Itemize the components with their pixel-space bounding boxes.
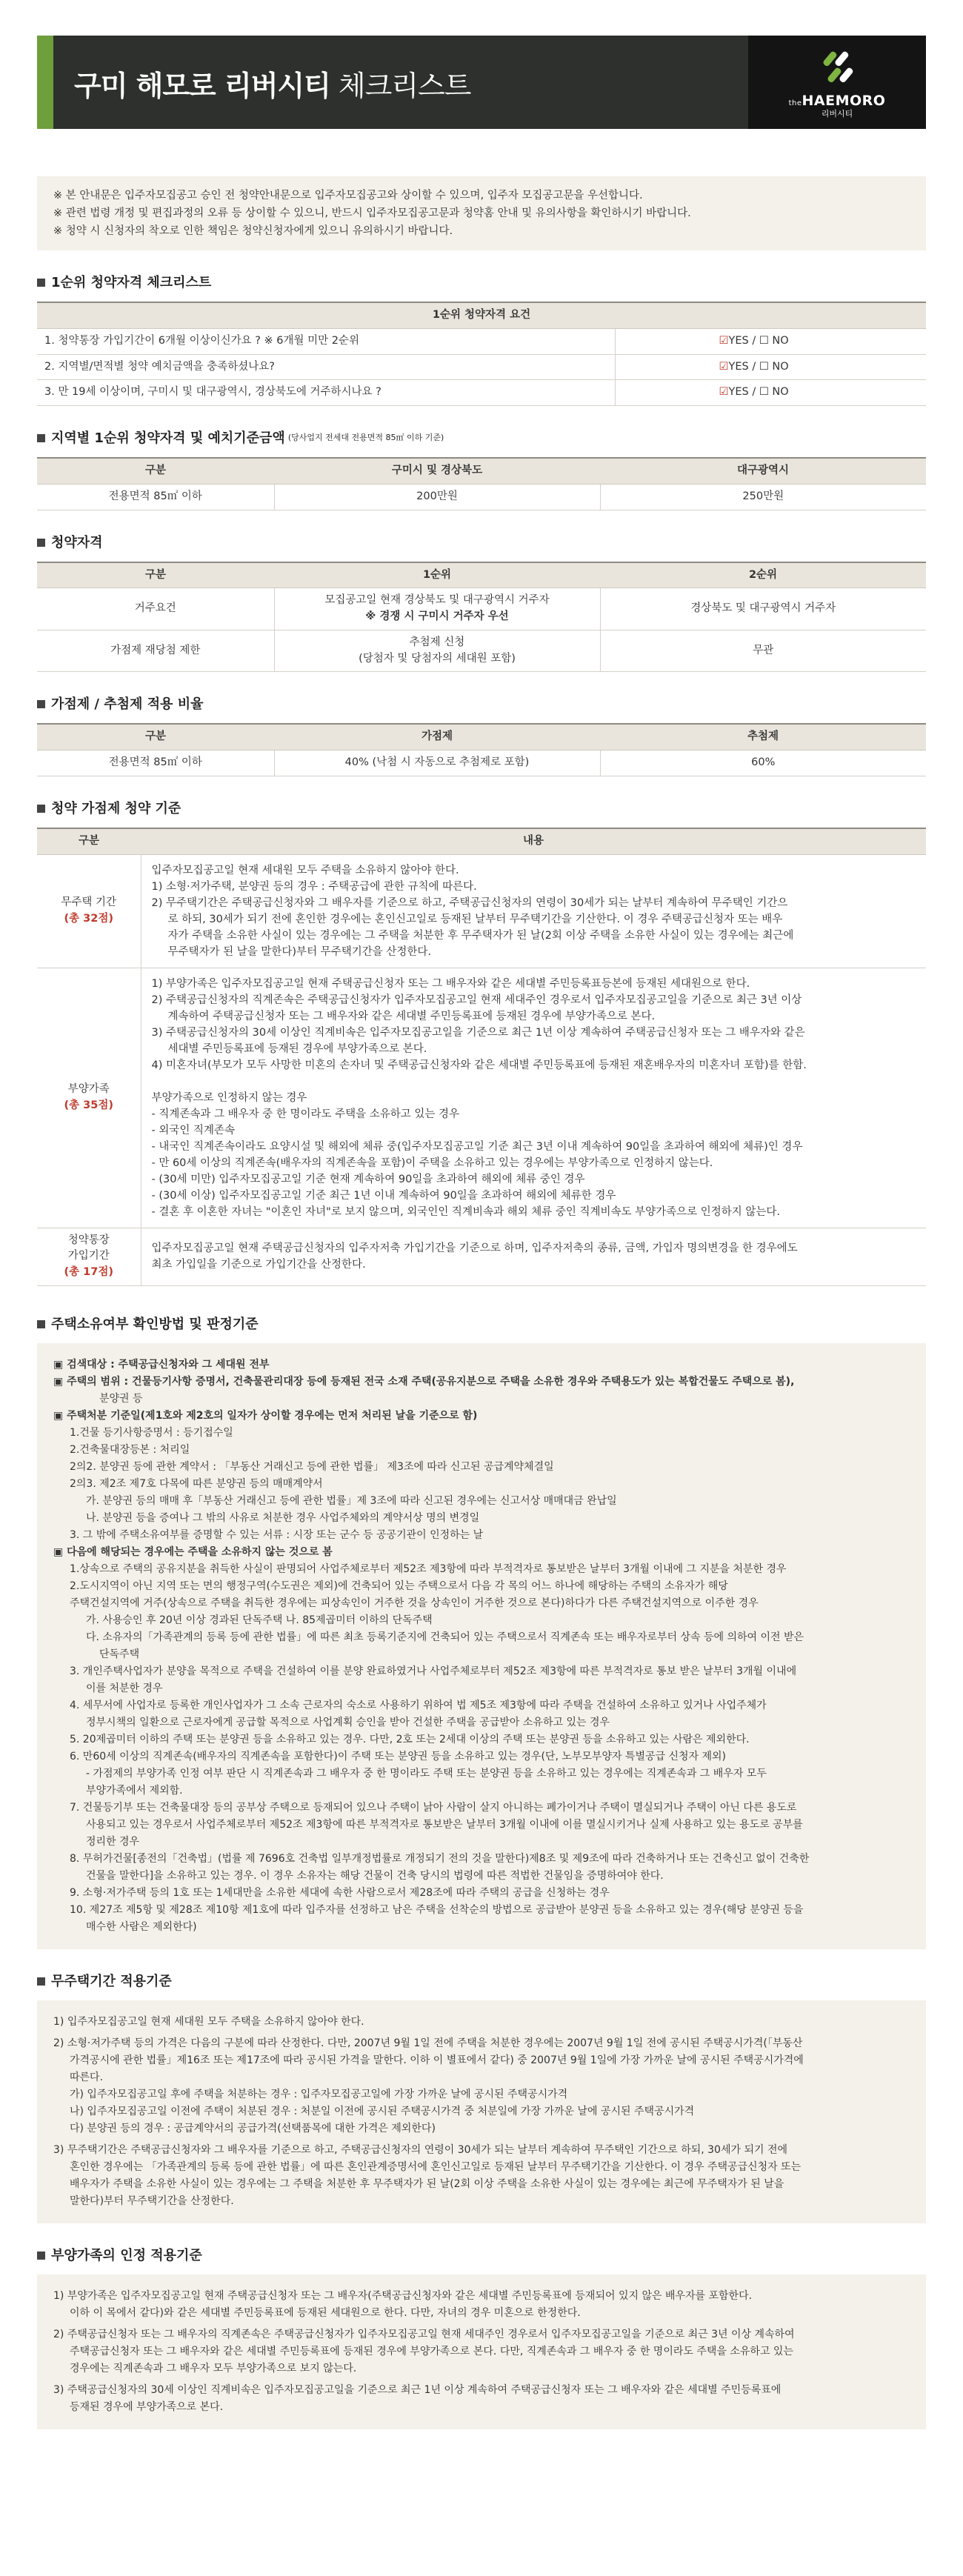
logo-name: HAEMORO: [802, 93, 886, 109]
criteria-line: 다. 소유자의「가족관계의 등록 등에 관한 법률」에 따른 최초 등록기준지에 건축되어 있는 주택으로서 직계존속 또는 배우자로부터 상속 등에 의하여 이전 받은: [86, 1631, 804, 1643]
content: [37, 129, 926, 2429]
deposit-table: [37, 457, 926, 510]
table-header: 구분: [37, 458, 274, 484]
answer-cell: [615, 328, 926, 354]
row-label-cell: [37, 968, 141, 1228]
table-row: [37, 588, 926, 630]
content-line: 무주택자가 된 날을 말한다)부터 무주택기간을 산정한다.: [167, 945, 431, 958]
first-rank-table: [37, 302, 926, 406]
content-line: - 결혼 후 이혼한 자녀는 "이혼인 자녀"로 보지 않으며, 외국인인 직계비속과 해외 체류 중인 직계비속도 부양가족으로 인정하지 않는다.: [151, 1205, 781, 1218]
row-label-cell: [37, 854, 141, 968]
content-line: 최초 가입일을 기준으로 가입기간을 산정한다.: [151, 1259, 366, 1271]
criteria-line: 부양가족에서 제외함.: [86, 1784, 183, 1797]
table-header: 내용: [141, 828, 926, 854]
criteria-line: 2.건축물대장등본 : 처리일: [70, 1443, 190, 1456]
criteria-line: 8. 무허가건물[종전의「건축법」(법률 제 7696호 건축법 일부개정법률로 개정되기 전의 것을 말한다)제8조 및 제9조에 따라 건축하거나 또는 건축신고 없이 건축한: [70, 1852, 810, 1865]
table-row: [37, 854, 926, 968]
criteria-line: 9. 소형·저가주택 등의 1호 또는 1세대만을 소유한 세대에 속한 사람으로서 제28조에 따라 주택의 공급을 신청하는 경우: [70, 1886, 610, 1899]
criteria-line: 2.도시지역이 아닌 지역 또는 면의 행정구역(수도권은 제외)에 건축되어 있는 주택으로서 다음 각 목의 어느 하나에 해당하는 주택의 소유자가 해당: [70, 1580, 728, 1592]
criteria-line: 1) 입주자모집공고일 현재 세대원 모두 주택을 소유하지 않아야 한다.: [53, 2015, 364, 2028]
section-title-text: 가점제 / 추첨제 적용 비율: [51, 696, 204, 713]
section-title-homeless-period: [37, 1971, 926, 1991]
criteria-line: ▣ 다음에 해당되는 경우에는 주택을 소유하지 않는 것으로 봄: [53, 1545, 333, 1558]
content-line: - 만 60세 이상의 직계존속(배우자의 직계존속을 포함)이 주택을 소유하고 있는 경우에는 부양가족으로 인정하지 않는다.: [151, 1156, 713, 1169]
table-header: 2순위: [600, 562, 926, 588]
criteria-line: 단독주택: [99, 1648, 140, 1660]
content-cell: [141, 854, 926, 968]
content-line: 입주자모집공고일 현재 세대원 모두 주택을 소유하지 않아야 한다.: [151, 864, 459, 876]
checkbox-checked-icon[interactable]: ☑: [719, 360, 729, 373]
answer-text: YES / ☐ NO: [728, 386, 789, 399]
section-title-text: 지역별 1순위 청약자격 및 예치기준금액: [51, 430, 285, 446]
notice-line: ※ 청약 시 신청자의 착오로 인한 책임은 청약신청자에게 있으니 유의하시기 바랍니다.: [53, 225, 453, 237]
table-row: [37, 968, 926, 1228]
section-title-note: (당사업지 전세대 전용면적 85㎡ 이하 기준): [287, 433, 444, 443]
criteria-line: 1.건물 등기사항증명서 : 등기접수일: [70, 1426, 233, 1439]
content-line: 로 하되, 30세가 되기 전에 혼인한 경우에는 혼인신고일로 등재된 날부터 무주택기간을 기산한다. 이 경우 주택공급신청자 또는 배우: [167, 913, 783, 925]
logo-prefix: the: [788, 99, 802, 107]
table-row: [37, 630, 926, 672]
criteria-line: 나. 분양권 등을 증여나 그 밖의 사유로 처분한 경우 사업주체와의 계약서상 명의 변경일: [86, 1511, 480, 1524]
table-row: [37, 354, 926, 380]
content-line: 2) 주택공급신청자의 직계존속은 주택공급신청자가 입주자모집공고일 현재 세대주인 경우로서 입주자모집공고일을 기준으로 최근 3년 이상: [151, 994, 802, 1006]
square-bullet-icon: [37, 700, 45, 708]
section-title-dependents: [37, 2246, 926, 2266]
criteria-line: ▣ 주택처분 기준일(제1호와 제2호의 일자가 상이할 경우에는 먼저 처리된 날을 기준으로 함): [53, 1409, 478, 1422]
criteria-line: 이하 이 목에서 같다)와 같은 세대별 주민등록표에 등재된 세대원으로 한다. 다만, 자녀의 경우 미혼으로 한정한다.: [70, 2306, 581, 2319]
table-row: [37, 1228, 926, 1285]
criteria-line: 배우자가 주택을 소유한 사실이 있는 경우에는 그 주택을 처분한 후 무주택자가 된 날(2회 이상 주택을 소유한 사실이 있는 경우에는 최근에 무주택자가 된 날을: [70, 2177, 784, 2190]
answer-text: YES / ☐ NO: [728, 360, 789, 373]
criteria-line: 사용되고 있는 경우로서 사업주체로부터 제52조 제3항에 따른 부적격자로 통보받은 날부터 3개월 이내에 이를 멸실시키거나 실제 사용하고 있는 용도로 공부를: [86, 1818, 803, 1831]
section-title-text: 무주택기간 적용기준: [51, 1973, 172, 1989]
table-cell: [274, 630, 600, 672]
criteria-line: 가) 입주자모집공고일 후에 주택을 처분하는 경우 : 입주자모집공고일에 가장 가까운 날에 공시된 주택공시가격: [70, 2088, 568, 2100]
checkbox-checked-icon[interactable]: ☑: [719, 334, 729, 347]
table-cell: 경상북도 및 대구광역시 거주자: [600, 588, 926, 630]
cell-line: 추첨제 신청: [409, 636, 465, 648]
criteria-line: 혼인한 경우에는 「가족관계의 등록 등에 관한 법률」에 따른 혼인관계증명서에 혼인신고일로 등재된 날부터 무주택기간을 기산한다. 이 경우 주택공급신청자 또는: [70, 2160, 802, 2173]
criteria-line: 말한다)부터 무주택기간을 산정한다.: [70, 2194, 234, 2207]
row-label: 가입기간: [67, 1250, 110, 1262]
row-score: (총 17점): [64, 1266, 113, 1278]
square-bullet-icon: [37, 1977, 45, 1986]
content-line: - 내국인 직계존속이라도 요양시설 및 해외에 체류 중(입주자모집공고일 기준 최근 3년 이내 계속하여 90일을 초과하여 해외에 체류)인 경우: [151, 1140, 803, 1153]
criteria-line: 2) 주택공급신청자 또는 그 배우자의 직계존속은 주택공급신청자가 입주자모집공고일 현재 세대주인 경우로서 입주자모집공고일을 기준으로 최근 3년 이상 계속하여: [53, 2328, 795, 2340]
criteria-line: 주택건설지역에 거주(상속으로 주택을 취득한 경우에는 피상속인이 거주한 것을 상속인이 거주한 것으로 본다)하다가 다른 주택건설지역으로 이주한 경우: [70, 1597, 759, 1609]
section-title-text: 1순위 청약자격 체크리스트: [51, 275, 212, 290]
answer-text: YES / ☐ NO: [728, 334, 789, 347]
table-cell: [274, 588, 600, 630]
cell-line: (당첨자 및 당첨자의 세대원 포함): [359, 652, 516, 665]
content-cell: [141, 968, 926, 1228]
criteria-line: 가격공시에 관한 법률」제16조 또는 제17조에 따라 공시된 가격을 말한다. 이하 이 별표에서 같다) 중 2007년 9월 1일에 가장 가까운 날에 공시된 주택공시가격에: [70, 2054, 804, 2066]
question-cell: 2. 지역별/면적별 청약 예치금액을 충족하셨나요?: [37, 354, 615, 380]
criteria-line: 다) 분양권 등의 경우 : 공급계약서의 공급가격(선택품목에 대한 가격은 제외한다): [70, 2122, 436, 2134]
content-line: - 직계존속과 그 배우자 중 한 명이라도 주택을 소유하고 있는 경우: [151, 1108, 460, 1120]
row-label: 청약통장: [67, 1234, 110, 1246]
criteria-line: 가. 사용승인 후 20년 이상 경과된 단독주택 나. 85제곱미터 이하의 단독주택: [86, 1614, 433, 1626]
criteria-line: 건물을 말한다]을 소유하고 있는 경우. 이 경우 소유자는 해당 건물이 건축 당시의 법령에 따른 적법한 건물임을 증명하여야 한다.: [86, 1869, 664, 1882]
criteria-line: 가. 분양권 등의 매매 후「부동산 거래신고 등에 관한 법률」제 3조에 따라 신고된 경우에는 신고서상 매매대금 완납일: [86, 1494, 617, 1507]
content-line: 4) 미혼자녀(부모가 모두 사망한 미혼의 손자녀 및 주택공급신청자와 같은 세대별 주민등록표에 등재된 재혼배우자의 미혼자녀 포함)를 한함.: [151, 1059, 807, 1071]
criteria-line: 주택공급신청자 또는 그 배우자와 같은 세대별 주민등록표에 등재된 경우에 부양가족으로 본다. 다만, 직계존속과 그 배우자 중 한 명이라도 주택을 소유하고 있는: [70, 2345, 793, 2357]
section-title-text: 주택소유여부 확인방법 및 판정기준: [51, 1316, 259, 1332]
row-label: 부양가족: [67, 1082, 110, 1095]
content-line: - (30세 이상) 입주자모집공고일 기준 최근 1년 이내 계속하여 90일을 초과하여 해외에 체류한 경우: [151, 1189, 616, 1202]
content-line: 2) 무주택기간은 주택공급신청자와 그 배우자를 기준으로 하고, 주택공급신청자의 연령이 30세가 되는 날부터 계속하여 무주택인 기간으: [151, 896, 788, 909]
content-line: 입주자모집공고일 현재 주택공급신청자의 입주자저축 가입기간을 기준으로 하며, 입주자저축의 종류, 금액, 가입자 명의변경을 한 경우에도: [151, 1242, 798, 1255]
criteria-line: 이를 처분한 경우: [86, 1682, 163, 1694]
criteria-line: 6. 만60세 이상의 직계존속(배우자의 직계존속을 포함한다)이 주택 또는 분양권 등을 소유하고 있는 경우(단, 노부모부양자 특별공급 신청자 제외): [70, 1750, 727, 1763]
table-header: 대구광역시: [600, 458, 926, 484]
section-title-ratio: [37, 694, 926, 714]
criteria-line: 정리한 경우: [86, 1835, 140, 1848]
notice-line: ※ 관련 법령 개정 및 편집과정의 오류 등 상이할 수 있으니, 반드시 입주자모집공고문과 청약홈 안내 및 유의사항을 확인하시기 바랍니다.: [53, 207, 691, 219]
content-line: 부양가족으로 인정하지 않는 경우: [151, 1091, 307, 1104]
table-row: [37, 750, 926, 776]
table-cell: 60%: [600, 750, 926, 776]
criteria-line: 2의2. 분양권 등에 관한 계약서 : 「부동산 거래신고 등에 관한 법률」 제3조에 따라 신고된 공급계약체결일: [70, 1460, 554, 1473]
table-cell: 전용면적 85㎡ 이하: [37, 484, 274, 510]
criteria-line: - 가점제의 부양가족 인정 여부 판단 시 직계존속과 그 배우자 중 한 명이라도 주택 또는 분양권 등을 소유하고 있는 경우에는 직계존속과 그 배우자 모두: [86, 1767, 767, 1780]
square-bullet-icon: [37, 434, 45, 442]
square-bullet-icon: [37, 805, 45, 813]
eligibility-table: [37, 562, 926, 673]
criteria-line: 분양권 등: [99, 1392, 143, 1405]
content-line: 1) 소형·저가주택, 분양권 등의 경우 : 주택공급에 관한 규칙에 따른다.: [151, 880, 477, 893]
table-cell: 거주요건: [37, 588, 274, 630]
score-criteria-table: [37, 828, 926, 1286]
page-title-rest: 체크리스트: [330, 70, 471, 102]
content-line: 세대별 주민등록표에 등재된 경우에 부양가족으로 본다.: [167, 1042, 427, 1055]
section-title-text: 청약자격: [51, 534, 103, 550]
square-bullet-icon: [37, 539, 45, 547]
cell-line-emphasis: ※ 경쟁 시 구미시 거주자 우선: [365, 610, 509, 622]
square-bullet-icon: [37, 2251, 45, 2260]
content-cell: [141, 1228, 926, 1285]
criteria-line: ▣ 주택의 범위 : 건물등기사항 증명서, 건축물관리대장 등에 등재된 전국 소재 주택(공유지분으로 주택을 소유한 경우와 주택용도가 있는 복합건물도 주택으로 봄),: [53, 1375, 795, 1388]
square-bullet-icon: [37, 1320, 45, 1328]
table-row: [37, 380, 926, 406]
haemoro-logo-icon: [821, 49, 858, 86]
question-cell: 3. 만 19세 이상이며, 구미시 및 대구광역시, 경상북도에 거주하시나요 ?: [37, 380, 615, 406]
criteria-line: 10. 제27조 제5항 및 제28조 제10항 제1호에 따라 입주자를 선정하고 남은 주택을 선착순의 방법으로 공급받아 분양권 등을 소유하고 있는 경우(해당 분양권 등을: [70, 1903, 804, 1916]
criteria-line: 7. 건물등기부 또는 건축물대장 등의 공부상 주택으로 등재되어 있으나 주택이 낡아 사람이 살지 아니하는 폐가이거나 주택이 멸실되거나 주택이 아닌 다른 용도로: [70, 1801, 797, 1814]
table-row: [37, 328, 926, 354]
ownership-criteria-box: [37, 1343, 926, 1949]
square-bullet-icon: [37, 279, 45, 287]
table-header: 가점제: [274, 724, 600, 750]
table-header: 구분: [37, 828, 141, 854]
table-header: 추첨제: [600, 724, 926, 750]
section-title-eligibility: [37, 533, 926, 553]
logo-subtitle: 리버시티: [821, 109, 853, 119]
section-title-text: 부양가족의 인정 적용기준: [51, 2247, 202, 2263]
section-title-first-rank: [37, 273, 926, 293]
section-title-score-criteria: [37, 799, 926, 819]
content-line: 계속하여 주택공급신청자 또는 그 배우자와 같은 세대별 주민등록표에 등재된 경우에 부양가족으로 본다.: [167, 1010, 656, 1022]
criteria-line: 5. 20제곱미터 이하의 주택 또는 분양권 등을 소유하고 있는 경우. 다만, 2호 또는 2세대 이상의 주택 또는 분양권 등을 소유하고 있는 사람은 제외한다.: [70, 1733, 750, 1745]
criteria-line: 따른다.: [70, 2071, 104, 2083]
table-header: 구분: [37, 724, 274, 750]
row-label: 무주택 기간: [61, 896, 117, 908]
logo-panel: [748, 36, 926, 129]
criteria-line: 3) 주택공급신청자의 30세 이상인 직계비속은 입주자모집공고일을 기준으로 최근 1년 이상 계속하여 주택공급신청자 또는 그 배우자와 같은 세대별 주민등록표에: [53, 2383, 782, 2396]
criteria-line: ▣ 검색대상 : 주택공급신청자와 그 세대원 전부: [53, 1358, 270, 1371]
content-line: - (30세 미만) 입주자모집공고일 기준 현재 계속하여 90일을 초과하여 해외에 체류 중인 경우: [151, 1173, 585, 1185]
cell-line: 모집공고일 현재 경상북도 및 대구광역시 거주자: [324, 594, 550, 607]
page-title-bold: 구미 해모로 리버시티: [74, 70, 330, 102]
criteria-line: 정부시책의 일환으로 근로자에게 공급할 목적으로 사업계획 승인을 받아 건설한 주택을 공급받아 소유하고 있는 경우: [86, 1716, 610, 1728]
criteria-line: 2) 소형·저가주택 등의 가격은 다음의 구분에 따라 산정한다. 다만, 2007년 9월 1일 전에 주택을 처분한 경우에는 2007년 9월 1일 전에 공시된 주택공시가격(「부동산: [53, 2037, 803, 2049]
table-cell: 40% (낙첨 시 자동으로 추첨제로 포함): [274, 750, 600, 776]
table-header: 1순위: [274, 562, 600, 588]
criteria-line: 1.상속으로 주택의 공유지분을 취득한 사실이 판명되어 사업주체로부터 제52조 제3항에 따라 부적격자로 통보받은 날부터 3개월 이내에 그 지분을 처분한 경우: [70, 1562, 787, 1575]
table-cell: 가점제 재당첨 제한: [37, 630, 274, 672]
table-cell: 250만원: [600, 484, 926, 510]
table-header: 구미시 및 경상북도: [274, 458, 600, 484]
checkbox-checked-icon[interactable]: ☑: [719, 386, 729, 399]
criteria-line: 3. 개인주택사업자가 분양을 목적으로 주택을 건설하여 이를 분양 완료하였거나 사업주체로부터 제52조 제3항에 따른 부적격자로 통보 받은 날부터 3개월 이내에: [70, 1665, 797, 1677]
question-cell: 1. 청약통장 가입기간이 6개월 이상이신가요 ? ※ 6개월 미만 2순위: [37, 328, 615, 354]
criteria-line: 3) 무주택기간은 주택공급신청자와 그 배우자를 기준으로 하고, 주택공급신청자의 연령이 30세가 되는 날부터 계속하여 무주택인 기간으로 하되, 30세가 되기 전에: [53, 2143, 788, 2156]
page-title: [74, 65, 470, 107]
table-cell: 전용면적 85㎡ 이하: [37, 750, 274, 776]
section-title-text: 청약 가점제 청약 기준: [51, 800, 181, 816]
notice-box: [37, 176, 926, 250]
ratio-table: [37, 723, 926, 776]
content-line: 자가 주택을 소유한 사실이 있는 경우에는 그 주택을 처분한 후 무주택자가 된 날(2회 이상 주택을 소유한 사실이 있는 경우에는 최근에: [167, 929, 794, 942]
content-line: 1) 부양가족은 입주자모집공고일 현재 주택공급신청자 또는 그 배우자와 같은 세대별 주민등록표등본에 등재된 세대원으로 한다.: [151, 977, 750, 990]
criteria-line: 2의3. 제2조 제7호 다목에 따른 분양권 등의 매매계약서: [70, 1477, 323, 1490]
row-score: (총 35점): [64, 1099, 113, 1111]
header-accent-bar: [37, 36, 53, 129]
section-title-deposit: [37, 428, 926, 448]
criteria-line: 매수한 사람은 제외한다): [86, 1920, 197, 1933]
criteria-line: 경우에는 직계존속과 그 배우자 모두 부양가족으로 보지 않는다.: [70, 2362, 357, 2374]
table-row: [37, 484, 926, 510]
table-header: 구분: [37, 562, 274, 588]
dependents-box: [37, 2274, 926, 2429]
criteria-line: 1) 부양가족은 입주자모집공고일 현재 주택공급신청자 또는 그 배우자(주택공급신청자와 같은 세대별 주민등록표에 등재되어 있지 않은 배우자를 포함한다.: [53, 2289, 753, 2302]
criteria-line: 등재된 경우에 부양가족으로 본다.: [70, 2400, 224, 2413]
content-line: [152, 1074, 916, 1090]
table-cell: 200만원: [274, 484, 600, 510]
criteria-line: 나) 입주자모집공고일 이전에 주택이 처분된 경우 : 처분일 이전에 공시된 주택공시가격 중 처분일에 가장 가까운 날에 공시된 주택공시가격: [70, 2105, 695, 2117]
criteria-line: 4. 세무서에 사업자로 등록한 개인사업자가 그 소속 근로자의 숙소로 사용하기 위하여 법 제5조 제3항에 따라 주택을 건설하여 소유하고 있거나 사업주체가: [70, 1699, 767, 1711]
row-label-cell: [37, 1228, 141, 1285]
criteria-line: 3. 그 밖에 주택소유여부를 증명할 수 있는 서류 : 시장 또는 군수 등 공공기관이 인정하는 날: [70, 1528, 484, 1541]
row-score: (총 32점): [64, 912, 113, 925]
content-line: 3) 주택공급신청자의 30세 이상인 직계비속은 입주자모집공고일을 기준으로 최근 1년 이상 계속하여 주택공급신청자 또는 그 배우자와 같은: [151, 1026, 805, 1039]
homeless-period-box: [37, 2000, 926, 2223]
table-cell: 무관: [600, 630, 926, 672]
table-header: 1순위 청약자격 요건: [37, 302, 926, 328]
answer-cell: [615, 380, 926, 406]
content-line: - 외국인 직계존속: [151, 1124, 235, 1136]
notice-line: ※ 본 안내문은 입주자모집공고 승인 전 청약안내문으로 입주자모집공고와 상이할 수 있으며, 입주자 모집공고문을 우선합니다.: [53, 190, 643, 202]
answer-cell: [615, 354, 926, 380]
section-title-ownership: [37, 1314, 926, 1334]
